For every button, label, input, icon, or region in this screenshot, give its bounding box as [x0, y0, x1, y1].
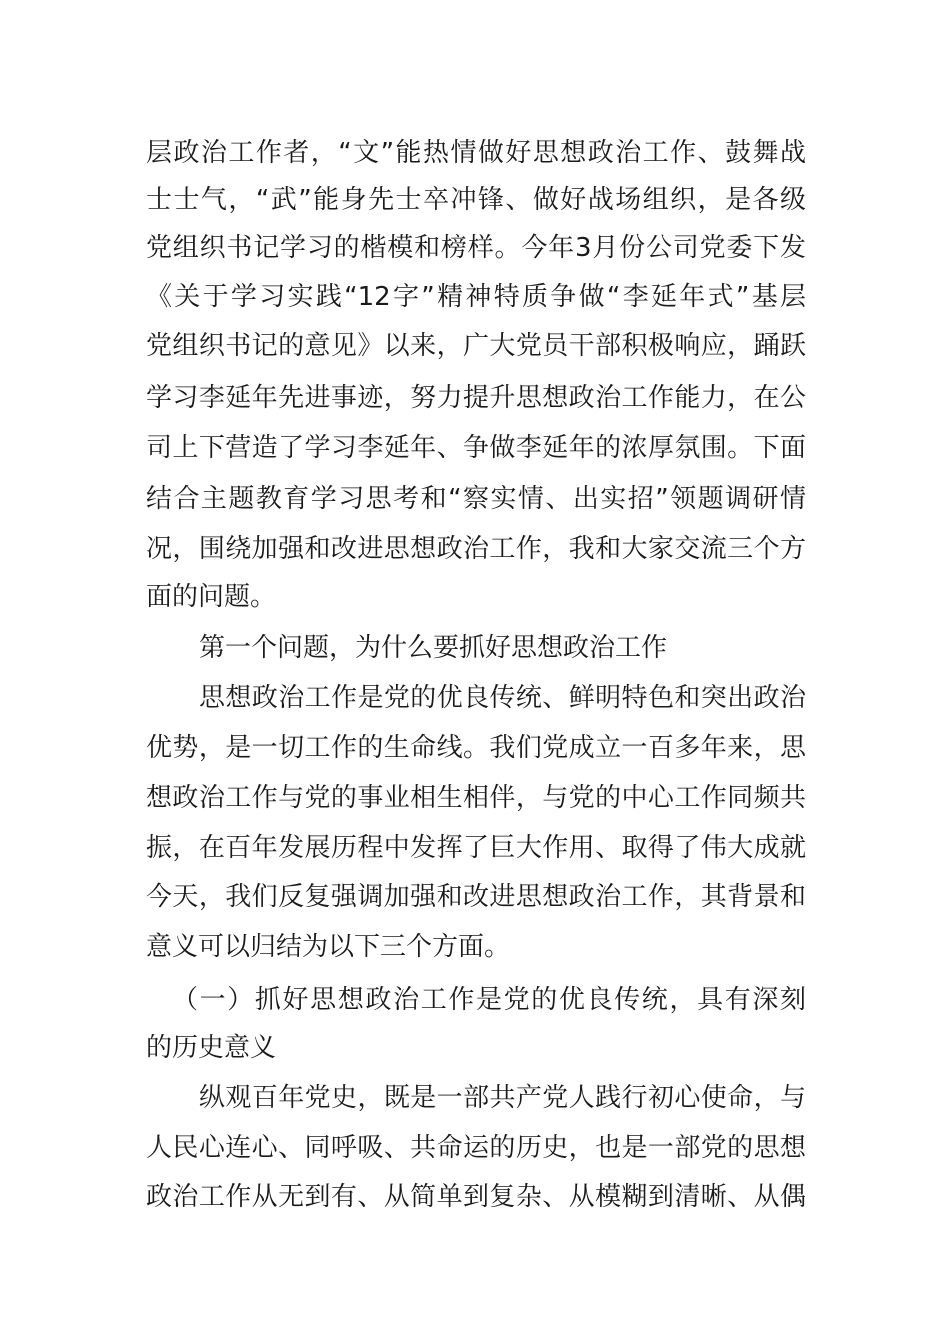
- text-line: 层政治工作者，“文”能热情做好思想政治工作、鼓舞战: [146, 138, 806, 168]
- text-line: 振，在百年发展历程中发挥了巨大作用、取得了伟大成就: [146, 833, 806, 863]
- text-line: 意义可以归结为以下三个方面。: [146, 932, 511, 962]
- text-line: 《关于学习实践“12字”精神特质争做“李延年式”基层: [146, 282, 806, 312]
- text-line: 学习李延年先进事迹，努力提升思想政治工作能力，在公: [146, 383, 806, 413]
- text-line: 况，围绕加强和改进思想政治工作，我和大家交流三个方: [146, 534, 806, 564]
- text-line: 今天，我们反复强调加强和改进思想政治工作，其背景和: [146, 882, 806, 912]
- text-line: 纵观百年党史，既是一部共产党人践行初心使命，与: [199, 1083, 806, 1113]
- text-line: 结合主题教育学习思考和“察实情、出实招”领题调研情: [146, 484, 806, 514]
- text-line: 党组织书记的意见》以来，广大党员干部积极响应，踊跃: [146, 331, 806, 361]
- text-line: 思想政治工作是党的优良传统、鲜明特色和突出政治: [199, 683, 806, 713]
- section-heading: 第一个问题，为什么要抓好思想政治工作: [199, 633, 668, 663]
- subsection-heading: （一）抓好思想政治工作是党的优良传统，具有深刻: [172, 985, 806, 1015]
- text-line: 党组织书记学习的楷模和榜样。今年3月份公司党委下发: [146, 233, 806, 263]
- text-line: 司上下营造了学习李延年、争做李延年的浓厚氛围。下面: [146, 433, 806, 463]
- text-line: 人民心连心、同呼吸、共命运的历史，也是一部党的思想: [146, 1133, 806, 1163]
- text-line: 优势，是一切工作的生命线。我们党成立一百多年来，思: [146, 733, 806, 763]
- text-line: 士士气，“武”能身先士卒冲锋、做好战场组织，是各级: [146, 185, 806, 215]
- text-line: 面的问题。: [146, 582, 277, 612]
- text-line: 政治工作从无到有、从简单到复杂、从模糊到清晰、从偶: [146, 1182, 806, 1212]
- text-line: 想政治工作与党的事业相生相伴，与党的中心工作同频共: [146, 783, 806, 813]
- subsection-heading-cont: 的历史意义: [146, 1033, 277, 1063]
